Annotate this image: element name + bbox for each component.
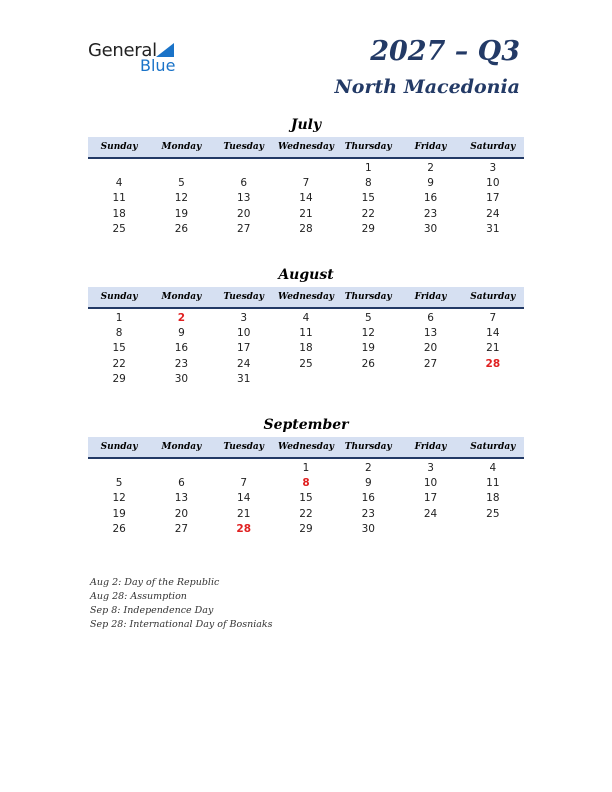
day-cell: 16 [174, 342, 189, 355]
holiday-note: Sep 28: International Day of Bosniaks [90, 619, 273, 630]
day-cell: 25 [112, 222, 126, 235]
day-cell: 14 [237, 492, 251, 505]
day-cell: 21 [486, 342, 500, 355]
day-cell: 10 [237, 327, 251, 340]
day-cell: 13 [423, 327, 438, 340]
day-cell: 7 [302, 177, 310, 190]
day-cell: 15 [112, 342, 126, 355]
day-grid [88, 161, 524, 237]
day-cell: 11 [299, 327, 313, 340]
day-cell: 16 [361, 492, 375, 505]
day-cell: 10 [486, 177, 500, 190]
weekday-label: Saturday [470, 142, 516, 152]
logo-blue-text: Blue [140, 56, 176, 75]
weekday-label: Thursday [344, 292, 392, 302]
day-cell: 10 [423, 477, 438, 490]
day-cell: 29 [299, 522, 313, 535]
day-cell: 3 [240, 312, 248, 324]
day-cell: 5 [115, 477, 123, 490]
day-cell: 21 [299, 207, 313, 220]
day-grid [88, 461, 524, 537]
day-cell: 18 [299, 342, 313, 355]
weekday-label: Tuesday [223, 442, 264, 452]
day-cell: 27 [174, 522, 189, 535]
holiday-note: Aug 28: Assumption [90, 591, 187, 602]
day-cell: 23 [174, 357, 189, 370]
weekday-label: Saturday [470, 292, 516, 302]
day-cell: 11 [486, 477, 500, 490]
day-cell: 1 [302, 462, 310, 474]
day-cell: 25 [486, 507, 500, 520]
weekday-label: Thursday [344, 142, 392, 152]
day-cell: 22 [112, 357, 126, 370]
weekday-label: Sunday [100, 142, 138, 152]
day-cell: 26 [112, 522, 126, 535]
day-cell: 26 [174, 222, 189, 235]
day-cell: 17 [486, 192, 500, 205]
day-cell: 30 [361, 522, 375, 535]
logo-triangle-icon [156, 43, 174, 57]
day-cell: 27 [423, 357, 438, 370]
day-cell: 4 [302, 312, 310, 324]
day-cell: 29 [112, 372, 126, 385]
weekday-label: Monday [161, 142, 202, 152]
day-cell: 9 [364, 477, 372, 490]
weekday-label: Wednesday [277, 292, 335, 302]
weekday-label: Friday [414, 442, 447, 452]
month-name: July [290, 117, 322, 133]
month-name: September [263, 417, 349, 433]
day-cell: 18 [486, 492, 500, 505]
logo [88, 40, 188, 76]
holiday-day-cell: 28 [485, 357, 501, 370]
quarter-title: 2027 – Q3 [370, 36, 520, 67]
day-cell: 22 [299, 507, 313, 520]
empty-cell [213, 161, 275, 176]
day-cell: 24 [423, 507, 438, 520]
day-cell: 4 [115, 177, 123, 190]
month-july [88, 116, 524, 237]
day-cell: 18 [112, 207, 126, 220]
day-cell: 31 [486, 222, 500, 235]
day-cell: 8 [364, 177, 372, 190]
empty-cell [150, 161, 212, 176]
day-cell: 12 [112, 492, 126, 505]
weekday-label: Wednesday [277, 142, 335, 152]
day-cell: 5 [178, 177, 185, 190]
empty-cell [88, 461, 150, 476]
day-cell: 29 [361, 222, 375, 235]
day-cell: 15 [299, 492, 313, 505]
day-cell: 30 [423, 222, 438, 235]
day-cell: 4 [489, 462, 497, 474]
day-cell: 2 [427, 162, 434, 174]
day-cell: 22 [361, 207, 375, 220]
day-cell: 12 [174, 192, 189, 205]
holiday-day-cell: 28 [236, 522, 252, 535]
day-cell: 19 [361, 342, 375, 355]
day-cell: 28 [299, 222, 313, 235]
day-cell: 23 [361, 507, 375, 520]
weekday-label: Wednesday [277, 442, 335, 452]
day-cell: 16 [423, 192, 438, 205]
day-cell: 21 [237, 507, 251, 520]
day-cell: 31 [237, 372, 251, 385]
day-cell: 24 [486, 207, 500, 220]
logo-general-text: General [88, 40, 157, 61]
weekday-label: Tuesday [223, 142, 264, 152]
weekday-label: Friday [414, 142, 447, 152]
day-cell: 30 [174, 372, 189, 385]
country-title: North Macedonia [334, 76, 520, 98]
day-cell: 1 [115, 312, 123, 324]
day-cell: 24 [237, 357, 251, 370]
day-cell: 1 [364, 162, 372, 174]
weekday-label: Friday [414, 292, 447, 302]
day-cell: 23 [423, 207, 438, 220]
weekday-label: Tuesday [223, 292, 264, 302]
weekday-label: Sunday [100, 442, 138, 452]
empty-cell [88, 161, 150, 176]
empty-cell [213, 461, 275, 476]
holiday-notes [90, 576, 273, 632]
weekday-label: Saturday [470, 442, 516, 452]
holiday-note: Aug 2: Day of the Republic [90, 577, 220, 588]
holiday-day-cell: 2 [177, 312, 186, 324]
month-name: August [278, 267, 334, 283]
empty-cell [150, 461, 212, 476]
weekday-header [88, 437, 524, 459]
day-cell: 20 [423, 342, 438, 355]
empty-cell [275, 161, 337, 176]
day-cell: 20 [174, 507, 189, 520]
day-cell: 15 [361, 192, 375, 205]
day-cell: 12 [361, 327, 375, 340]
month-september [88, 416, 524, 537]
weekday-label: Monday [161, 292, 202, 302]
day-cell: 17 [423, 492, 438, 505]
weekday-header [88, 137, 524, 159]
day-cell: 6 [178, 477, 185, 490]
day-cell: 14 [486, 327, 500, 340]
day-cell: 7 [240, 477, 248, 490]
day-cell: 2 [364, 462, 372, 474]
day-cell: 7 [489, 312, 497, 324]
weekday-label: Monday [161, 442, 202, 452]
month-august [88, 266, 524, 387]
day-cell: 27 [237, 222, 251, 235]
day-cell: 9 [427, 177, 434, 190]
day-cell: 13 [237, 192, 251, 205]
day-cell: 11 [112, 192, 126, 205]
weekday-label: Thursday [344, 442, 392, 452]
day-cell: 19 [112, 507, 126, 520]
day-grid [88, 311, 524, 387]
day-cell: 6 [427, 312, 434, 324]
day-cell: 13 [174, 492, 189, 505]
holiday-note: Sep 8: Independence Day [90, 605, 214, 616]
day-cell: 5 [364, 312, 372, 324]
day-cell: 19 [174, 207, 189, 220]
weekday-label: Sunday [100, 292, 138, 302]
day-cell: 9 [178, 327, 185, 340]
day-cell: 26 [361, 357, 375, 370]
holiday-day-cell: 8 [302, 477, 310, 490]
day-cell: 3 [489, 162, 497, 174]
day-cell: 3 [427, 462, 434, 474]
day-cell: 20 [237, 207, 251, 220]
day-cell: 6 [240, 177, 248, 190]
weekday-header [88, 287, 524, 309]
day-cell: 17 [237, 342, 251, 355]
day-cell: 14 [299, 192, 313, 205]
day-cell: 25 [299, 357, 313, 370]
day-cell: 8 [115, 327, 123, 340]
